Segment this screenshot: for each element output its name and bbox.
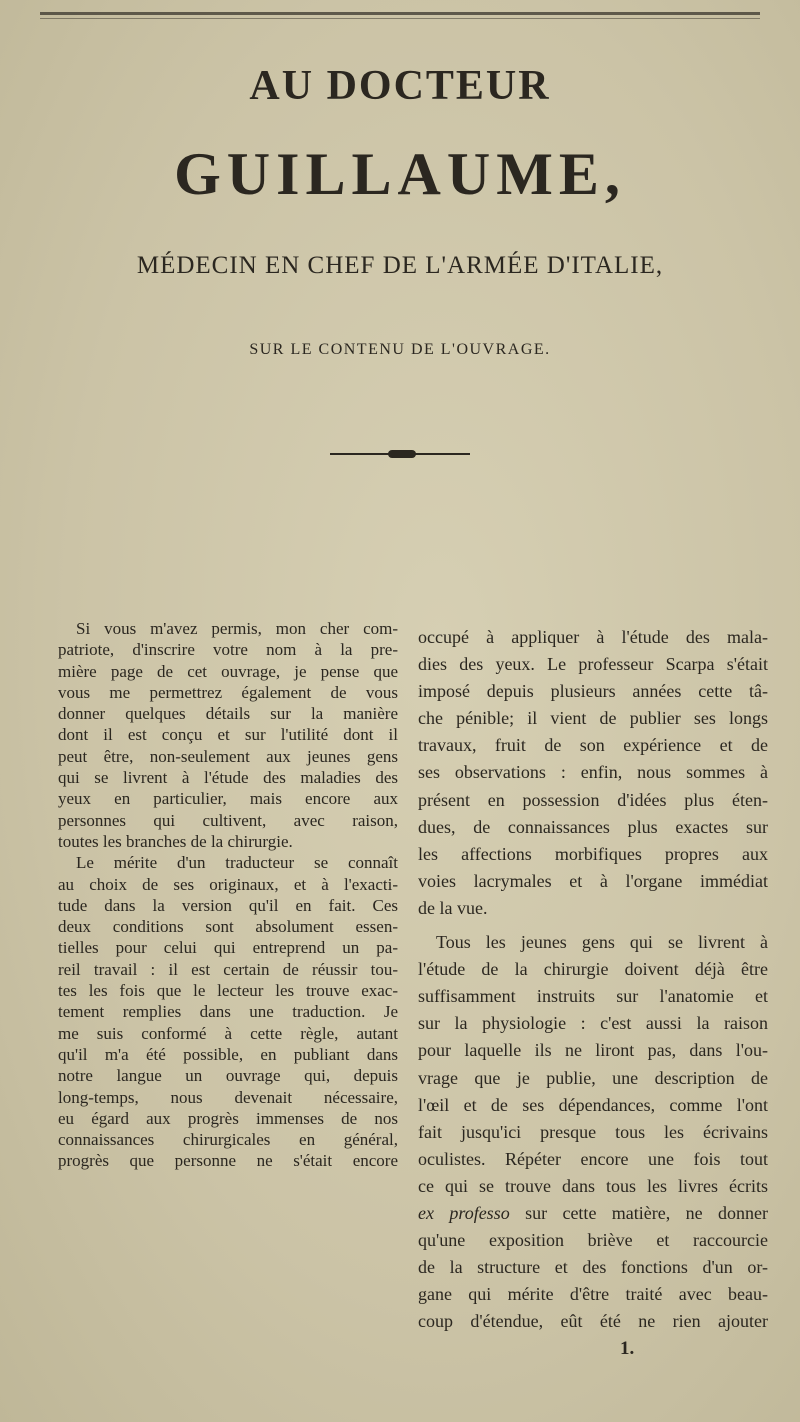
text-line: de la structure et des fonctions d'un or- <box>418 1257 768 1278</box>
text-line: personnes qui cultivent, avec raison, <box>58 810 398 830</box>
text-line: donner quelques détails sur la manière <box>58 704 398 724</box>
text-line: progrès que personne ne s'était encore <box>58 1151 398 1171</box>
text-line: suffisamment instruits sur l'anatomie et <box>418 986 768 1007</box>
text-line: vrage que je publie, une description de <box>418 1067 768 1088</box>
text-line: imposé depuis plusieurs années cette tâ- <box>418 681 768 702</box>
text-line: eu égard aux progrès immenses de nos <box>58 1108 398 1128</box>
text-line: fait jusqu'ici presque tous les écrivains <box>418 1121 768 1142</box>
text-line: ses observations : enfin, nous sommes à <box>418 762 768 783</box>
heading-subtitle: SUR LE CONTENU DE L'OUVRAGE. <box>249 341 551 358</box>
heading-title: MÉDECIN EN CHEF DE L'ARMÉE D'ITALIE, <box>136 252 664 279</box>
page-number: 1. <box>620 1338 635 1359</box>
text-line: notre langue un ouvrage qui, depuis <box>58 1066 398 1086</box>
text-line: l'étude de la chirurgie doivent déjà être <box>418 959 768 980</box>
text-line: de la vue. <box>418 897 488 918</box>
text-line: che pénible; il vient de publier ses longs <box>418 708 768 729</box>
text-line: l'œil et de ses dépendances, comme l'ont <box>418 1094 768 1115</box>
text-line: travaux, fruit de son expérience et de <box>418 735 768 756</box>
text-line: yeux en particulier, mais encore aux <box>58 789 398 809</box>
text-line: long-temps, nous devenait nécessaire, <box>58 1087 398 1107</box>
left-column <box>58 618 398 1172</box>
text-line: dues, de connaissances plus exactes sur <box>418 816 768 837</box>
text-line: tielles pour celui qui entreprend un pa- <box>58 938 398 958</box>
text-line: deux conditions sont absolument essen- <box>58 917 398 937</box>
text-line: tes les fois que le lecteur les trouve exac- <box>58 981 398 1001</box>
text-line: qu'il m'a été possible, en publiant dans <box>58 1044 398 1064</box>
italic-latin-phrase: ex professo <box>418 1202 510 1223</box>
text-line: connaissances chirurgicales en général, <box>58 1130 398 1150</box>
text-line <box>418 1200 768 1227</box>
text-line: vous me permettrez également de vous <box>58 682 398 702</box>
text-line: les affections morbifiques propres aux <box>418 843 768 864</box>
text-line: voies lacrymales et à l'organe immédiat <box>418 870 768 891</box>
text-line: occupé à appliquer à l'étude des mala- <box>418 627 768 647</box>
text-line: Le mérite d'un traducteur se connaît <box>76 853 398 873</box>
text-line: tement remplies dans une traduction. Je <box>58 1002 398 1022</box>
text-line: qui se livrent à l'étude des maladies des <box>58 768 398 788</box>
heading-au-docteur: AU DOCTEUR <box>249 63 551 109</box>
text-line: gane qui mérite d'être traité avec beau- <box>418 1284 768 1305</box>
text-line: coup d'étendue, eût été ne rien ajouter <box>418 1311 768 1332</box>
text-line: Tous les jeunes gens qui se livrent à <box>436 932 768 953</box>
text-line: me suis conformé à cette règle, autant <box>58 1023 398 1043</box>
text-line: patriote, d'inscrire votre nom à la pre- <box>58 640 398 660</box>
heading-name: GUILLAUME, <box>174 141 626 207</box>
text-line: tude dans la version qu'il en fait. Ces <box>58 895 398 915</box>
text-line: sur la physiologie : c'est aussi la raison <box>418 1013 768 1034</box>
text-line: qu'une exposition briève et raccourcie <box>418 1230 768 1251</box>
text-line: peut être, non-seulement aux jeunes gens <box>58 746 398 766</box>
text-line: ce qui se trouve dans tous les livres écrits <box>418 1175 768 1196</box>
text-line: oculistes. Répéter encore une fois tout <box>418 1148 768 1169</box>
text-line: reil travail : il est certain de réussir tou- <box>58 959 398 979</box>
top-rule <box>40 12 760 15</box>
text-line: présent en possession d'idées plus éten- <box>418 789 768 810</box>
text-line: mière page de cet ouvrage, je pense que <box>58 661 398 681</box>
ornamental-rule <box>330 452 470 456</box>
text-line-rest: sur cette matière, ne donner <box>509 1202 768 1223</box>
text-line: Si vous m'avez permis, mon cher com- <box>76 619 398 638</box>
right-column <box>418 624 768 1335</box>
text-line: toutes les branches de la chirurgie. <box>58 831 293 851</box>
text-line: dies des yeux. Le professeur Scarpa s'était <box>418 654 768 675</box>
text-line: au choix de ses originaux, et à l'exacti- <box>58 874 398 894</box>
text-line: dont il est conçu et sur l'utilité dont il <box>58 725 398 745</box>
text-line: pour laquelle ils ne liront pas, dans l'ou- <box>418 1040 768 1061</box>
top-rule-thin <box>40 18 760 19</box>
